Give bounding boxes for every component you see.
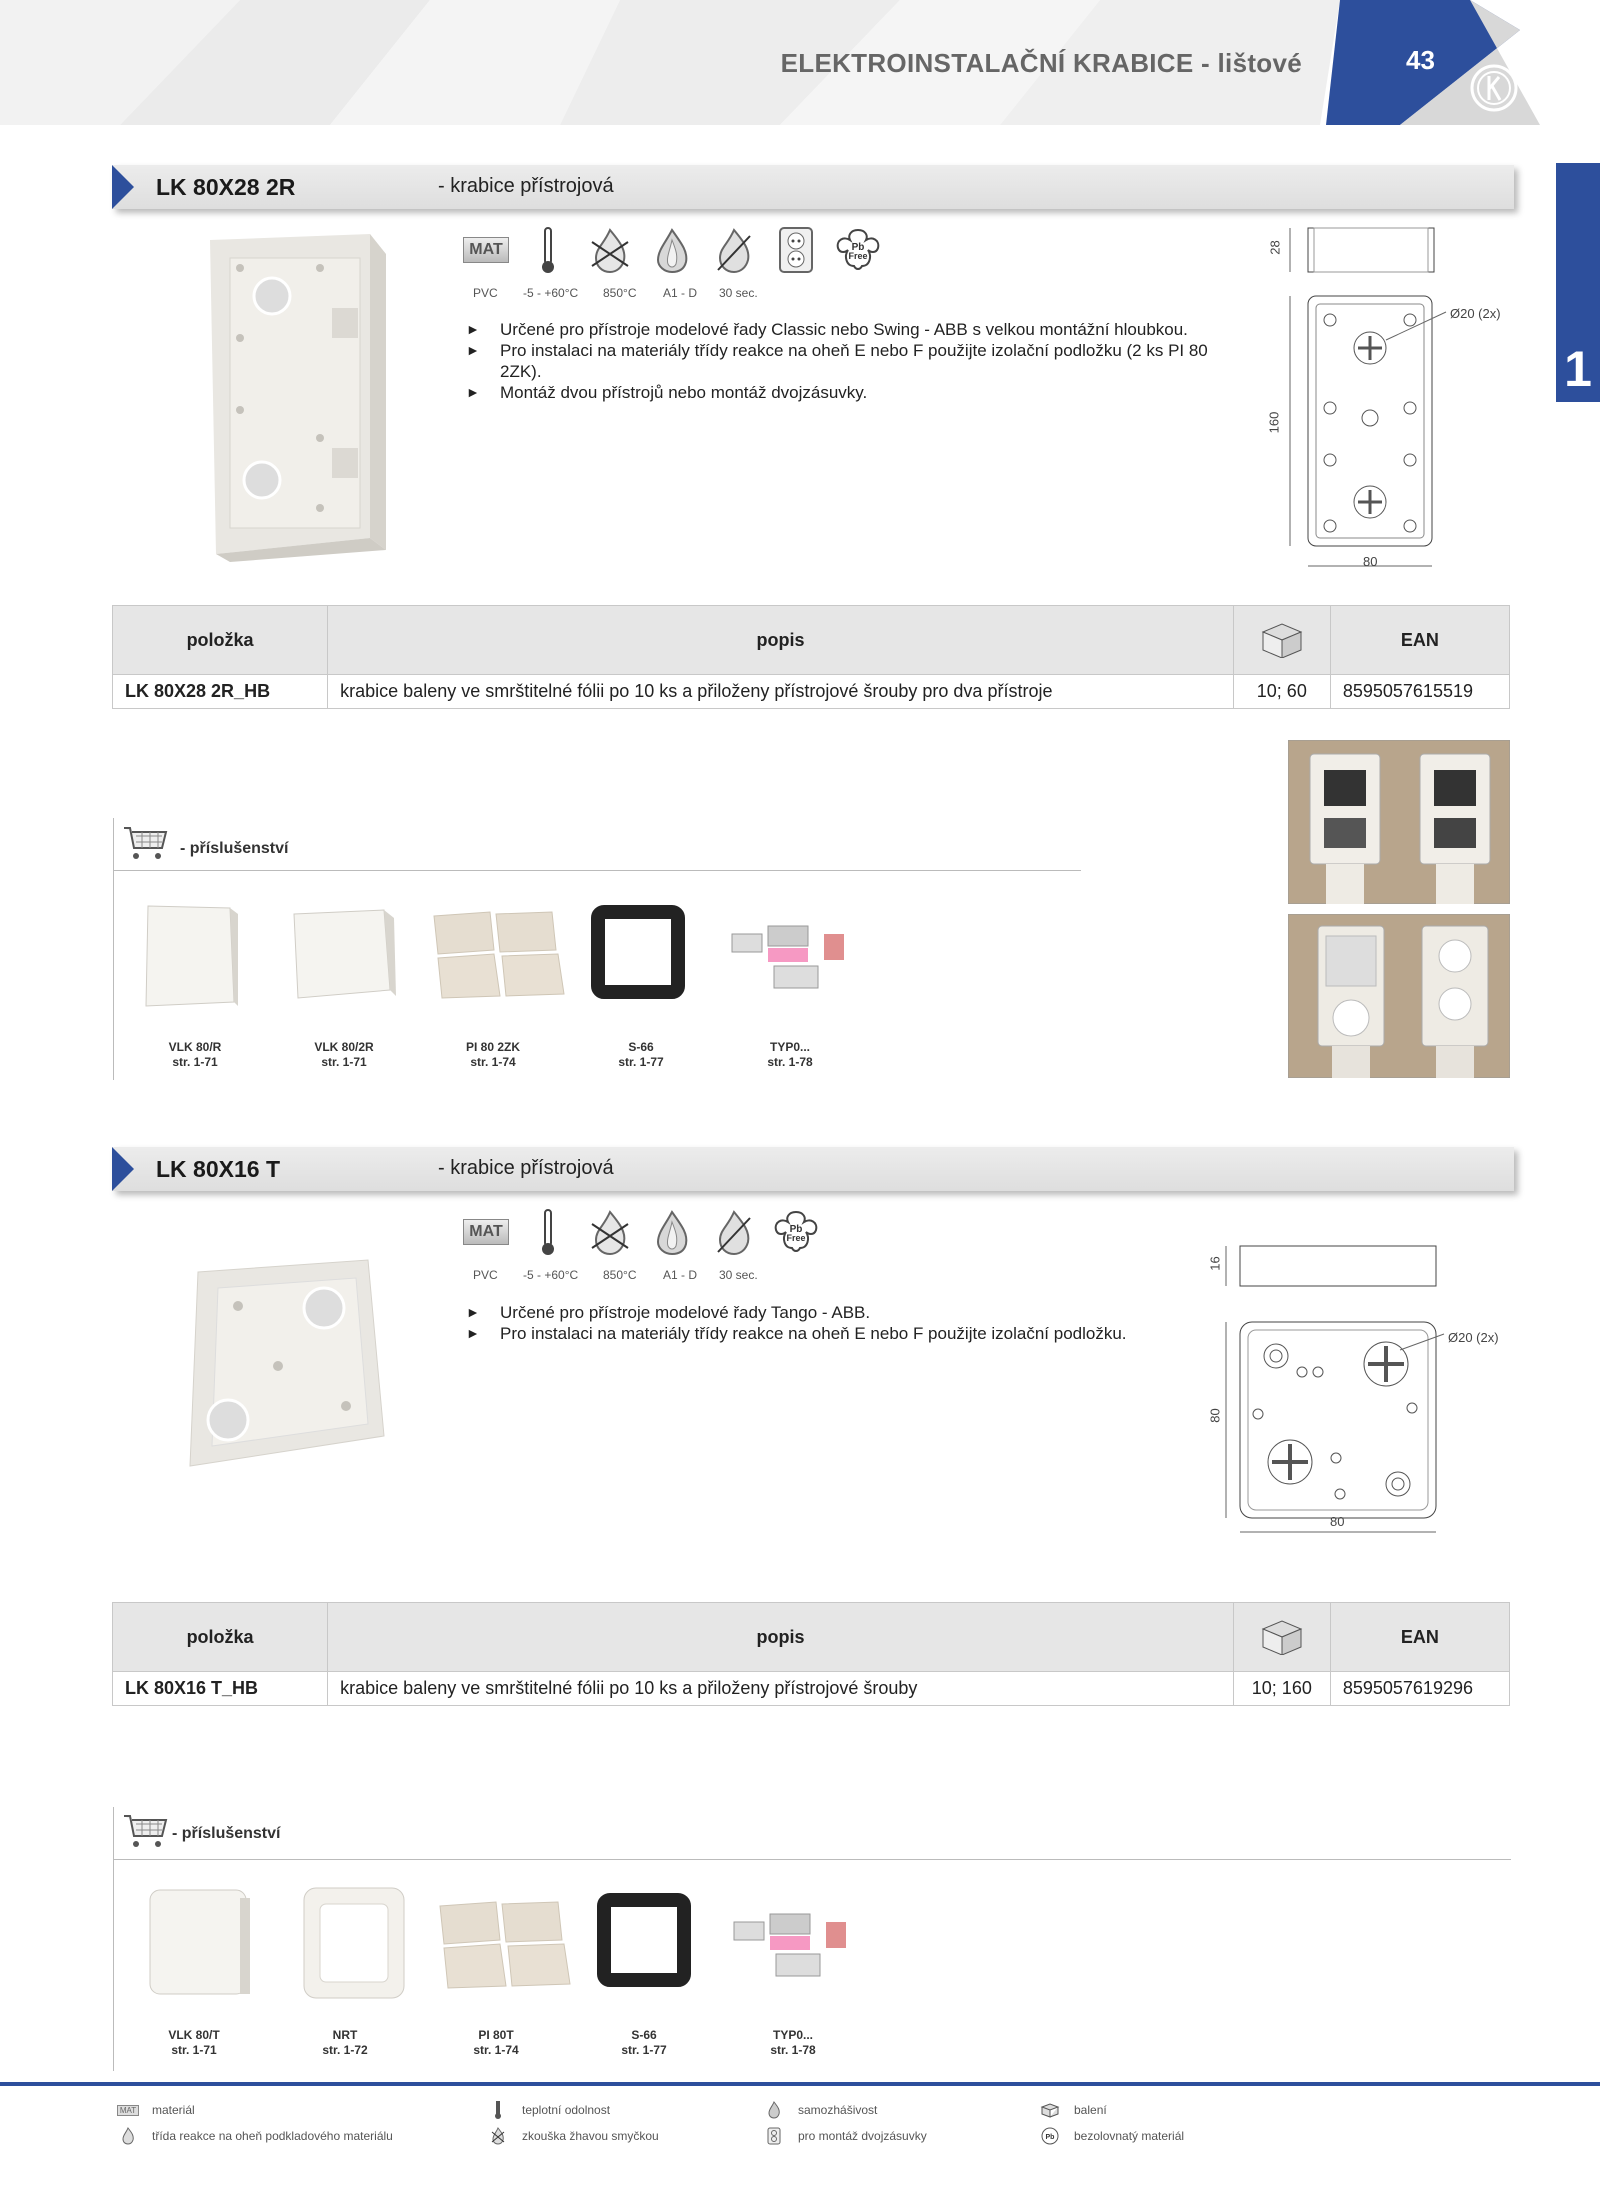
technical-drawing: [1260, 220, 1520, 580]
property-icons: [462, 226, 882, 274]
product-features: ► Určené pro přístroje modelové řady Tango - ABB. ► Pro instalaci na materiály třídy reakce na oheň E nebo F použijte izolační podložku.: [466, 1303, 1127, 1343]
item-code: LK 80X16 T_HB: [113, 1672, 328, 1706]
legend-label: třída reakce na oheň podkladového materiálu: [152, 2129, 393, 2143]
spec-self-extinguish: 30 sec.: [719, 1268, 758, 1282]
legend-label: pro montáž dvojzásuvky: [798, 2129, 927, 2143]
accessory-name: TYP0...: [772, 2028, 813, 2042]
legend-label: materiál: [152, 2103, 195, 2117]
product-table: [112, 605, 1510, 709]
item-packaging: 10; 60: [1233, 675, 1330, 709]
installation-photo: [1288, 740, 1510, 904]
accessory-page: str. 1-78: [767, 1055, 813, 1069]
accessory-name: TYP0...: [769, 1040, 810, 1054]
double-socket-icon: [772, 226, 820, 274]
item-packaging: 10; 160: [1233, 1672, 1330, 1706]
accessory-name: NRT: [332, 2028, 358, 2042]
table-row: [113, 1672, 1510, 1706]
feature-item: Pro instalaci na materiály třídy reakce na oheň E nebo F použijte izolační podložku (2 ks PI 80 2ZK).: [500, 341, 1208, 381]
product-table: [112, 1602, 1510, 1706]
accessory-image: [588, 902, 688, 1006]
accessory-label: [290, 2028, 400, 2058]
accessory-name: VLK 80/2R: [314, 1040, 374, 1054]
spec-material: PVC: [473, 1268, 498, 1282]
accessory-image: [430, 910, 570, 1000]
accessory-label: [738, 2028, 848, 2058]
spec-glow-wire: 850°C: [603, 286, 637, 300]
accessories-divider: [113, 1859, 1511, 1860]
item-ean: 8595057615519: [1330, 675, 1509, 709]
spec-fire-class: A1 - D: [663, 286, 698, 300]
spec-glow-wire: 850°C: [603, 1268, 637, 1282]
accessories-title: - příslušenství: [172, 1825, 281, 1842]
column-header-item: položka: [113, 1603, 328, 1672]
accessory-label: [289, 1040, 399, 1070]
product-type: - krabice přístrojová: [438, 175, 614, 197]
dimension-depth: 28: [1267, 240, 1283, 255]
legend-item: [764, 2128, 927, 2144]
column-header-description: popis: [328, 606, 1234, 675]
flame-icon: [710, 226, 758, 274]
glow-wire-icon: [586, 1208, 634, 1256]
item-description: krabice baleny ve smrštitelné fólii po 10 ks a přiloženy přístrojové šrouby: [328, 1672, 1234, 1706]
column-header-packaging: [1233, 1603, 1330, 1672]
chapter-number: 1: [1564, 341, 1592, 397]
accessory-image: [140, 902, 240, 1012]
flame-icon: [710, 1208, 758, 1256]
product-photo: [178, 1256, 398, 1486]
dimension-width: 80: [1363, 554, 1378, 569]
product-arrow-icon: [112, 165, 134, 209]
product-header-bar: [112, 1147, 1514, 1191]
cart-icon: [122, 1810, 168, 1850]
brand-logo-icon: [1468, 62, 1520, 114]
glow-wire-icon: [586, 226, 634, 274]
table-row: [113, 675, 1510, 709]
cart-icon: [122, 822, 168, 862]
accessory-label: [140, 1040, 250, 1070]
accessory-page: str. 1-72: [322, 2043, 368, 2057]
accessory-page: str. 1-74: [473, 2043, 519, 2057]
column-header-item: položka: [113, 606, 328, 675]
svg-text:Pb: Pb: [1045, 2134, 1055, 2141]
item-code: LK 80X28 2R_HB: [113, 675, 328, 709]
legend-label: zkouška žhavou smyčkou: [522, 2129, 659, 2143]
accessory-page: str. 1-77: [618, 1055, 664, 1069]
accessory-name: PI 80T: [478, 2028, 514, 2042]
dimension-hole: Ø20 (2x): [1450, 306, 1501, 321]
accessory-label: [735, 1040, 845, 1070]
legend-label: teplotní odolnost: [522, 2103, 611, 2117]
accessory-image: [436, 1900, 576, 1992]
accessory-page: str. 1-77: [621, 2043, 667, 2057]
thermometer-icon: [524, 226, 572, 274]
accessories-border: [113, 1807, 114, 2071]
flame-icon: [764, 2102, 784, 2118]
product-photo: [190, 228, 400, 568]
accessory-name: S-66: [631, 2028, 657, 2042]
legend-label: samozhášivost: [798, 2103, 878, 2117]
spec-temperature: -5 - +60°C: [523, 1268, 579, 1282]
mat-icon: MAT: [118, 2102, 138, 2118]
accessories-divider: [113, 870, 1081, 871]
drop-icon: [648, 226, 696, 274]
dimension-hole: Ø20 (2x): [1448, 1330, 1499, 1345]
accessory-page: str. 1-74: [470, 1055, 516, 1069]
pb-free-icon: [1040, 2128, 1060, 2144]
dimension-height: 160: [1266, 411, 1282, 434]
dimension-height: 80: [1207, 1408, 1223, 1423]
pb-free-icon: [834, 226, 882, 274]
accessory-name: S-66: [628, 1040, 654, 1054]
accessory-image: [144, 1884, 254, 2004]
accessory-page: str. 1-71: [321, 1055, 367, 1069]
spec-temperature: -5 - +60°C: [523, 286, 579, 300]
icon-specs: [473, 1268, 779, 1282]
page-header-title: ELEKTROINSTALAČNÍ KRABICE - lištové: [780, 48, 1302, 78]
product-features: ► Určené pro přístroje modelové řady Classic nebo Swing - ABB s velkou montážní hloubkou. ► Pro instalaci na materiály třídy reakce na oheň E nebo F použijte izolační podložku (2 ks PI 80 2ZK). ► Montáž dvou přístrojů nebo montáž dvojzásuvky.: [466, 319, 1246, 403]
accessory-image: [730, 1908, 860, 1988]
feature-item: Určené pro přístroje modelové řady Classic nebo Swing - ABB s velkou montážní hloubkou.: [500, 320, 1188, 339]
accessory-image: [728, 920, 858, 1000]
spec-material: PVC: [473, 286, 498, 300]
product-name: LK 80X16 T: [156, 1156, 280, 1182]
accessories-border: [113, 818, 114, 1080]
product-arrow-icon: [112, 1147, 134, 1191]
accessory-image: [288, 906, 398, 1006]
glow-wire-icon: [488, 2128, 508, 2144]
box-icon: [1257, 618, 1307, 658]
thermometer-icon: [488, 2102, 508, 2118]
dimension-width: 80: [1330, 1514, 1345, 1529]
spec-fire-class: A1 - D: [663, 1268, 698, 1282]
technical-drawing: [1200, 1232, 1540, 1542]
column-header-ean: EAN: [1330, 606, 1509, 675]
feature-item: Určené pro přístroje modelové řady Tango - ABB.: [500, 1303, 871, 1322]
dimension-depth: 16: [1207, 1256, 1223, 1271]
svg-text:Free: Free: [786, 1233, 806, 1243]
legend-item: [1040, 2128, 1184, 2144]
accessory-label: [139, 2028, 249, 2058]
accessories-title: - příslušenství: [180, 840, 289, 857]
accessory-name: VLK 80/T: [168, 2028, 220, 2042]
legend-item: [488, 2128, 659, 2144]
svg-text:Pb: Pb: [851, 242, 865, 253]
column-header-ean: EAN: [1330, 1603, 1509, 1672]
accessory-page: str. 1-78: [770, 2043, 816, 2057]
accessory-page: str. 1-71: [172, 1055, 218, 1069]
footer-divider: [0, 2082, 1600, 2086]
mat-icon: MAT: [463, 1219, 508, 1245]
pb-free-icon: [772, 1208, 820, 1256]
product-name: LK 80X28 2R: [156, 174, 296, 200]
accessory-label: [438, 1040, 548, 1070]
legend-item: [764, 2102, 877, 2118]
product-type: - krabice přístrojová: [438, 1157, 614, 1179]
legend-label: bezolovnatý materiál: [1074, 2129, 1185, 2143]
accessory-image: [594, 1890, 694, 1994]
icon-specs: [473, 286, 779, 300]
accessory-image: [298, 1882, 412, 2006]
product-header-bar: [112, 165, 1514, 209]
svg-text:Pb: Pb: [789, 1224, 803, 1235]
svg-text:Free: Free: [848, 251, 868, 261]
box-icon: [1257, 1615, 1307, 1655]
item-ean: 8595057619296: [1330, 1672, 1509, 1706]
accessory-label: [586, 1040, 696, 1070]
drop-icon: [648, 1208, 696, 1256]
property-icons: [462, 1208, 820, 1256]
column-header-description: popis: [328, 1603, 1234, 1672]
installation-photo: [1288, 914, 1510, 1078]
accessory-label: [589, 2028, 699, 2058]
spec-self-extinguish: 30 sec.: [719, 286, 758, 300]
legend-item: [1040, 2102, 1107, 2118]
accessory-page: str. 1-71: [171, 2043, 217, 2057]
accessory-name: PI 80 2ZK: [465, 1040, 521, 1054]
box-icon: [1040, 2102, 1060, 2118]
legend-item: [488, 2102, 610, 2118]
drop-icon: [118, 2128, 138, 2144]
column-header-packaging: [1233, 606, 1330, 675]
double-socket-icon: [764, 2128, 784, 2144]
item-description: krabice baleny ve smrštitelné fólii po 10 ks a přiloženy přístrojové šrouby pro dva přístroje: [328, 675, 1234, 709]
accessory-name: VLK 80/R: [168, 1040, 222, 1054]
page-number: 43: [1406, 45, 1435, 75]
feature-item: Montáž dvou přístrojů nebo montáž dvojzásuvky.: [500, 383, 868, 402]
legend-item: [118, 2128, 393, 2144]
mat-icon: MAT: [463, 237, 508, 263]
legend-label: balení: [1074, 2103, 1107, 2117]
legend-item: [118, 2102, 195, 2118]
thermometer-icon: [524, 1208, 572, 1256]
accessory-label: [441, 2028, 551, 2058]
feature-item: Pro instalaci na materiály třídy reakce na oheň E nebo F použijte izolační podložku.: [500, 1324, 1127, 1343]
